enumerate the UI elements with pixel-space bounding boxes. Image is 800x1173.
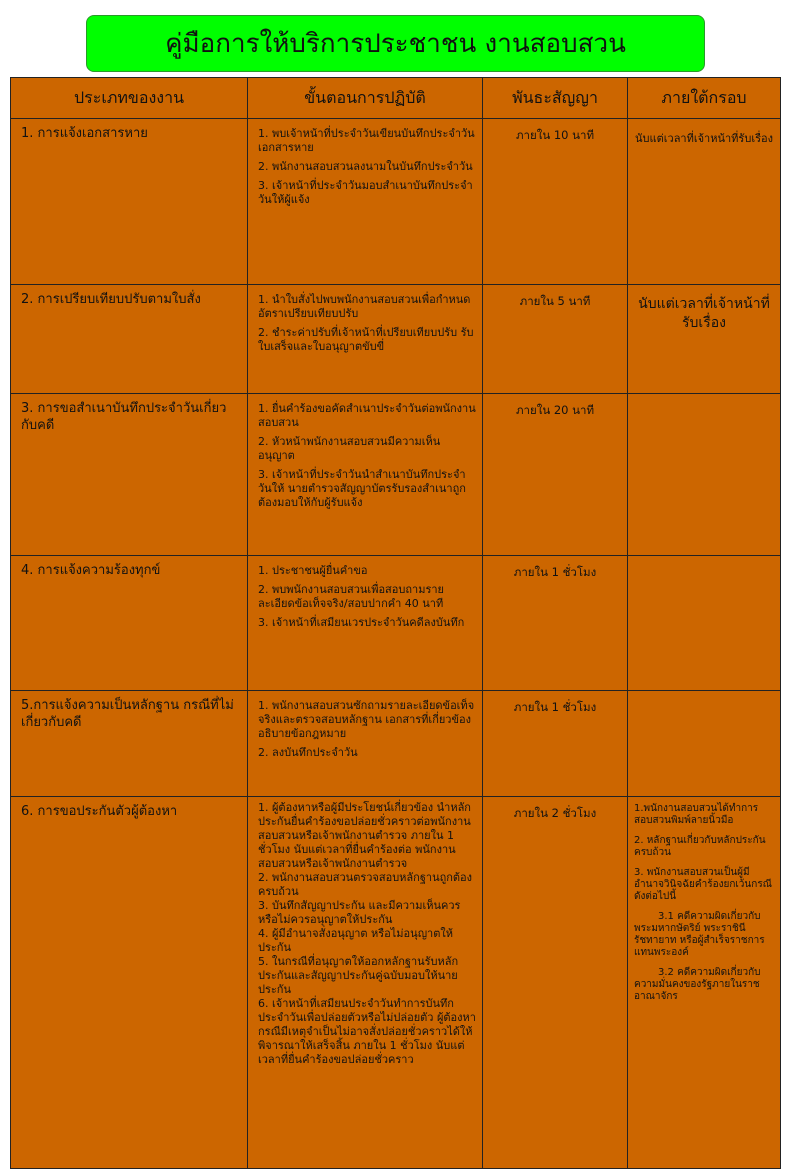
step: 5. ในกรณีที่อนุญาตให้ออกหลักฐานรับหลักประกันและสัญญาประกันคู่ฉบับมอบให้นายประกัน bbox=[258, 955, 459, 996]
work-type: 5.การแจ้งความเป็นหลักฐาน กรณีที่ไม่เกี่ยวกับคดี bbox=[21, 698, 234, 730]
header-steps: ขั้นตอนการปฏิบัติ bbox=[248, 78, 483, 119]
time-commitment: ภายใน 1 ชั่วโมง bbox=[513, 700, 597, 714]
step: 2. ชำระค่าปรับที่เจ้าหน้าที่เปรียบเทียบปรับ รับใบเสร็จและใบอนุญาตขับขี่ bbox=[258, 326, 474, 353]
step: 3. บันทึกสัญญาประกัน และมีความเห็นควรหรือไม่ควรอนุญาตให้ประกัน bbox=[258, 899, 461, 926]
step: 3. เจ้าหน้าที่ประจำวันนำสำเนาบันทึกประจำวันให้ นายตำรวจสัญญาบัตรรับรองสำเนาถูกต้องมอบให้กับผู้รับแจ้ง bbox=[258, 468, 466, 509]
step: 2. พนักงานสอบสวนลงนามในบันทึกประจำวัน bbox=[258, 160, 473, 173]
table-row bbox=[11, 394, 781, 556]
work-type: 6. การขอประกันตัวผู้ต้องหา bbox=[21, 804, 178, 819]
time-commitment: ภายใน 1 ชั่วโมง bbox=[513, 565, 597, 579]
frame-item: 3.2 คดีความผิดเกี่ยวกับความมั่นคงของรัฐภายในราชอาณาจักร bbox=[634, 967, 761, 1002]
frame-item: 3. พนักงานสอบสวนเป็นผู้มีอำนาจวินิจฉัยคำร้องยกเว้นกรณีดังต่อไปนี้ bbox=[634, 867, 772, 902]
time-commitment: ภายใน 20 นาที bbox=[515, 403, 595, 417]
step: กรณีมีเหตุจำเป็นไม่อาจสั่งปล่อยชั่วคราวได้ให้พิจารณาให้เสร็จสิ้น ภายใน 1 ชั่วโมง นับแต่เวลาที่ยื่นคำร้องขอปล่อยชั่วคราว bbox=[258, 1025, 473, 1066]
work-type: 1. การแจ้งเอกสารหาย bbox=[21, 126, 148, 141]
step: 1. พนักงานสอบสวนซักถามรายละเอียดข้อเท็จจริงและตรวจสอบหลักฐาน เอกสารที่เกี่ยวข้อง อธิบายข้อกฎหมาย bbox=[258, 699, 475, 740]
service-table bbox=[10, 77, 781, 1169]
step: 1. ยื่นคำร้องขอคัดสำเนาประจำวันต่อพนักงานสอบสวน bbox=[258, 402, 476, 429]
page-title: คู่มือการให้บริการประชาชน งานสอบสวน bbox=[86, 15, 705, 72]
table-row bbox=[11, 691, 781, 797]
step: 2. ลงบันทึกประจำวัน bbox=[258, 746, 358, 759]
step: 1. ผู้ต้องหาหรือผู้มีประโยชน์เกี่ยวข้อง นำหลักประกันยื่นคำร้องขอปล่อยชั่วคราวต่อพนักงานสอบสวนหรือเจ้าพนักงานตำรวจ ภายใน 1 ชั่วโมง นับแต่เวลาที่ยื่นคำร้องต่อ พนักงานสอบสวนหรือเจ้าพนักงานตำรวจ bbox=[258, 801, 471, 870]
table-row bbox=[11, 285, 781, 394]
step: 2. หัวหน้าพนักงานสอบสวนมีความเห็นอนุญาต bbox=[258, 435, 441, 462]
table-header bbox=[11, 78, 781, 119]
step: 4. ผู้มีอำนาจสั่งอนุญาต หรือไม่อนุญาตให้ประกัน bbox=[258, 927, 454, 954]
frame-item: 1.พนักงานสอบสวนได้ทำการสอบสวนพิมพ์ลายนิ้วมือ bbox=[634, 803, 759, 826]
time-frame: นับแต่เวลาที่เจ้าหน้าที่รับเรื่อง bbox=[638, 296, 770, 331]
frame-item: 2. หลักฐานเกี่ยวกับหลักประกันครบถ้วน bbox=[634, 835, 766, 858]
step: 1. ประชาชนผู้ยื่นคำขอ bbox=[258, 564, 368, 577]
work-type: 4. การแจ้งความร้องทุกข์ bbox=[21, 563, 161, 578]
time-frame: นับแต่เวลาที่เจ้าหน้าที่รับเรื่อง bbox=[635, 132, 773, 145]
step: 1. พบเจ้าหน้าที่ประจำวันเขียนบันทึกประจำวันเอกสารหาย bbox=[258, 127, 475, 154]
time-commitment: ภายใน 10 นาที bbox=[515, 128, 595, 142]
work-type: 3. การขอสำเนาบันทึกประจำวันเกี่ยวกับคดี bbox=[21, 401, 227, 433]
frame-item: 3.1 คดีความผิดเกี่ยวกับพระมหากษัตริย์ พระราชินีรัชทายาท หรือผู้สำเร็จราชการแทนพระองค์ bbox=[634, 911, 765, 958]
time-commitment: ภายใน 5 นาที bbox=[519, 294, 591, 308]
header-type: ประเภทของงาน bbox=[11, 78, 248, 119]
step: 6. เจ้าหน้าที่เสมียนประจำวันทำการบันทึกประจำวันเพื่อปล่อยตัวหรือไม่ปล่อยตัว ผู้ต้องหา bbox=[258, 997, 476, 1024]
step: 2. พบพนักงานสอบสวนเพื่อสอบถามรายละเอียดข้อเท็จจริง/สอบปากคำ 40 นาที bbox=[258, 583, 444, 610]
step: 2. พนักงานสอบสวนตรวจสอบหลักฐานถูกต้องครบถ้วน bbox=[258, 871, 473, 898]
step: 3. เจ้าหน้าที่ประจำวันมอบสำเนาบันทึกประจำวันให้ผู้แจ้ง bbox=[258, 179, 473, 206]
table-row bbox=[11, 119, 781, 285]
step: 1. นำใบสั่งไปพบพนักงานสอบสวนเพื่อกำหนดอัตราเปรียบเทียบปรับ bbox=[258, 293, 471, 320]
step: 3. เจ้าหน้าที่เสมียนเวรประจำวันคดีลงบันทึก bbox=[258, 616, 465, 629]
table-row bbox=[11, 556, 781, 691]
time-commitment: ภายใน 2 ชั่วโมง bbox=[513, 806, 597, 820]
header-frame: ภายใต้กรอบ bbox=[628, 78, 781, 119]
work-type: 2. การเปรียบเทียบปรับตามใบสั่ง bbox=[21, 292, 201, 307]
header-time: พันธะสัญญา bbox=[483, 78, 628, 119]
table-row bbox=[11, 797, 781, 1169]
